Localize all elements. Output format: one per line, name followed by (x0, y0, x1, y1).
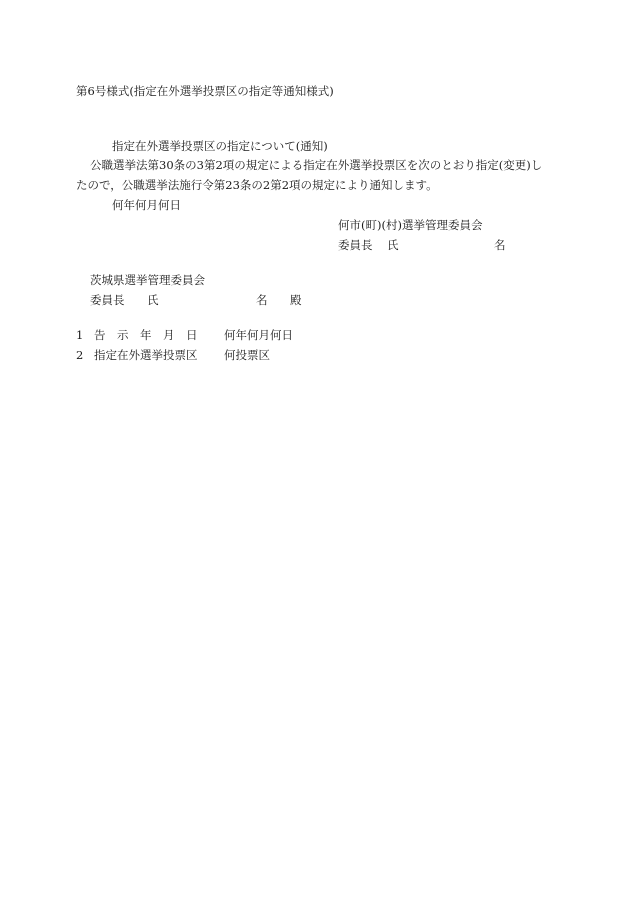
sender-organization: 何市(町)(村)選挙管理委員会 (338, 218, 483, 232)
item-value: 何年何月何日 (224, 328, 293, 342)
item-number: 2 (76, 348, 84, 362)
item-number: 1 (76, 328, 84, 342)
item-label: 指定在外選挙投票区 (94, 348, 198, 362)
notice-title: 指定在外選挙投票区の指定について(通知) (112, 139, 328, 153)
item-value: 何投票区 (224, 348, 270, 362)
recipient-organization: 茨城県選挙管理委員会 (90, 273, 205, 287)
recipient-chair-label: 委員長 (90, 293, 125, 307)
sender-chair-label: 委員長 (338, 238, 373, 252)
recipient-given-name-mark: 名 (256, 293, 268, 307)
recipient-honorific: 殿 (290, 293, 302, 307)
form-number-heading: 第6号様式(指定在外選挙投票区の指定等通知様式) (76, 84, 334, 98)
item-label: 告 示 年 月 日 (94, 328, 198, 342)
notice-body-line-1: 公職選挙法第30条の3第2項の規定による指定在外選挙投票区を次のとおり指定(変更)し (90, 158, 543, 172)
notice-date: 何年何月何日 (112, 198, 181, 212)
sender-surname-mark: 氏 (387, 238, 399, 252)
notice-body-line-2: たので，公職選挙法施行令第23条の2第2項の規定により通知します。 (76, 178, 438, 192)
recipient-surname-mark: 氏 (147, 293, 159, 307)
sender-given-name-mark: 名 (494, 238, 506, 252)
